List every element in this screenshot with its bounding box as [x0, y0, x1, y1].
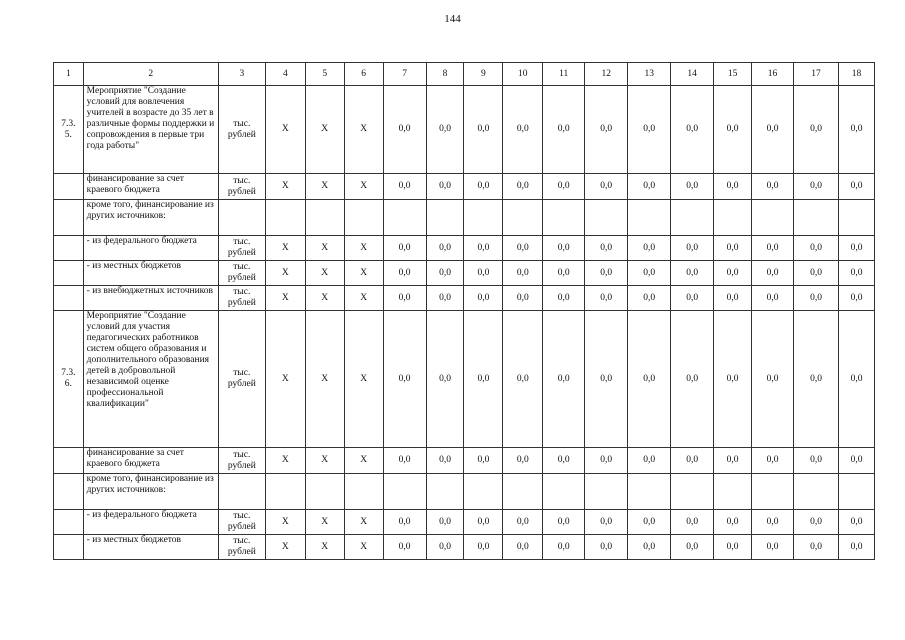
value-cell	[839, 474, 875, 510]
mark-cell	[265, 474, 305, 510]
unit-cell	[218, 474, 265, 510]
value-cell: 0,0	[464, 286, 503, 311]
value-cell: 0,0	[503, 510, 543, 535]
value-cell: 0,0	[752, 286, 794, 311]
mark-cell: X	[344, 286, 383, 311]
value-cell: 0,0	[671, 236, 714, 261]
mark-cell	[344, 474, 383, 510]
unit-cell: тыс. рублей	[218, 86, 265, 174]
table-row	[54, 261, 875, 286]
header-cell: 16	[752, 63, 794, 86]
value-cell: 0,0	[464, 448, 503, 474]
item-name-cell: кроме того, финансирование из других источников:	[83, 200, 218, 236]
value-cell: 0,0	[426, 236, 464, 261]
table-row	[54, 448, 875, 474]
table-row	[54, 236, 875, 261]
value-cell: 0,0	[628, 286, 671, 311]
value-cell: 0,0	[714, 261, 752, 286]
value-cell	[383, 200, 426, 236]
value-cell: 0,0	[426, 311, 464, 448]
item-name-cell: - из местных бюджетов	[83, 535, 218, 560]
header-cell: 6	[344, 63, 383, 86]
value-cell	[543, 474, 585, 510]
item-name-cell: - из федерального бюджета	[83, 236, 218, 261]
value-cell: 0,0	[752, 535, 794, 560]
value-cell: 0,0	[794, 286, 839, 311]
page-number: 144	[444, 13, 461, 25]
value-cell: 0,0	[543, 286, 585, 311]
value-cell: 0,0	[503, 448, 543, 474]
mark-cell: X	[305, 311, 344, 448]
value-cell: 0,0	[714, 174, 752, 200]
value-cell	[426, 474, 464, 510]
header-cell: 2	[83, 63, 218, 86]
value-cell: 0,0	[383, 510, 426, 535]
value-cell: 0,0	[628, 174, 671, 200]
value-cell: 0,0	[426, 510, 464, 535]
value-cell: 0,0	[464, 510, 503, 535]
value-cell: 0,0	[464, 236, 503, 261]
value-cell	[426, 200, 464, 236]
value-cell	[752, 200, 794, 236]
unit-cell: тыс. рублей	[218, 286, 265, 311]
header-cell: 9	[464, 63, 503, 86]
value-cell: 0,0	[585, 311, 628, 448]
mark-cell: X	[344, 261, 383, 286]
value-cell	[752, 474, 794, 510]
item-name-cell: Мероприятие "Создание условий для участия педагогических работников систем общего образования и дополнительного образования детей в добровольной независимой оценке профессиональной квалификации"	[83, 311, 218, 448]
value-cell	[464, 474, 503, 510]
mark-cell: X	[344, 311, 383, 448]
value-cell: 0,0	[714, 535, 752, 560]
value-cell: 0,0	[383, 286, 426, 311]
unit-cell: тыс. рублей	[218, 174, 265, 200]
value-cell: 0,0	[794, 174, 839, 200]
header-cell: 7	[383, 63, 426, 86]
unit-cell: тыс. рублей	[218, 261, 265, 286]
value-cell	[383, 474, 426, 510]
mark-cell: X	[305, 448, 344, 474]
value-cell: 0,0	[752, 236, 794, 261]
table-row	[54, 86, 875, 174]
value-cell: 0,0	[383, 261, 426, 286]
value-cell: 0,0	[543, 535, 585, 560]
value-cell: 0,0	[383, 86, 426, 174]
value-cell: 0,0	[585, 261, 628, 286]
mark-cell: X	[305, 236, 344, 261]
item-name-cell: Мероприятие "Создание условий для вовлечения учителей в возрасте до 35 лет в различные формы поддержки и сопровождения в первые три года работы"	[83, 86, 218, 174]
value-cell	[628, 474, 671, 510]
value-cell: 0,0	[543, 236, 585, 261]
value-cell: 0,0	[383, 174, 426, 200]
value-cell: 0,0	[628, 448, 671, 474]
value-cell: 0,0	[383, 311, 426, 448]
value-cell: 0,0	[585, 174, 628, 200]
value-cell: 0,0	[503, 236, 543, 261]
value-cell: 0,0	[585, 86, 628, 174]
value-cell: 0,0	[543, 311, 585, 448]
header-cell: 14	[671, 63, 714, 86]
item-number-cell	[54, 510, 84, 535]
value-cell: 0,0	[503, 261, 543, 286]
value-cell: 0,0	[503, 311, 543, 448]
mark-cell: X	[305, 510, 344, 535]
mark-cell: X	[344, 510, 383, 535]
value-cell	[543, 200, 585, 236]
value-cell: 0,0	[628, 261, 671, 286]
mark-cell: X	[265, 448, 305, 474]
value-cell: 0,0	[794, 311, 839, 448]
value-cell: 0,0	[464, 174, 503, 200]
unit-cell	[218, 200, 265, 236]
value-cell: 0,0	[585, 236, 628, 261]
value-cell: 0,0	[839, 261, 875, 286]
item-number-cell	[54, 535, 84, 560]
value-cell: 0,0	[671, 261, 714, 286]
header-cell: 1	[54, 63, 84, 86]
header-cell: 18	[839, 63, 875, 86]
value-cell	[794, 474, 839, 510]
mark-cell: X	[265, 535, 305, 560]
value-cell: 0,0	[426, 86, 464, 174]
value-cell: 0,0	[671, 510, 714, 535]
value-cell: 0,0	[585, 286, 628, 311]
item-name-cell: - из федерального бюджета	[83, 510, 218, 535]
header-cell: 12	[585, 63, 628, 86]
value-cell	[671, 200, 714, 236]
table-row	[54, 510, 875, 535]
item-number-cell: 7.3. 6.	[54, 311, 84, 448]
item-name-cell: - из местных бюджетов	[83, 261, 218, 286]
item-number-cell	[54, 261, 84, 286]
value-cell: 0,0	[794, 261, 839, 286]
value-cell: 0,0	[794, 535, 839, 560]
value-cell: 0,0	[671, 448, 714, 474]
item-name-cell: кроме того, финансирование из других источников:	[83, 474, 218, 510]
value-cell	[503, 200, 543, 236]
value-cell: 0,0	[671, 174, 714, 200]
value-cell: 0,0	[752, 510, 794, 535]
value-cell	[714, 474, 752, 510]
table-body	[54, 63, 875, 560]
value-cell: 0,0	[426, 286, 464, 311]
item-number-cell	[54, 200, 84, 236]
header-cell: 11	[543, 63, 585, 86]
value-cell: 0,0	[503, 174, 543, 200]
table-row	[54, 174, 875, 200]
value-cell: 0,0	[585, 448, 628, 474]
value-cell: 0,0	[543, 86, 585, 174]
value-cell: 0,0	[383, 535, 426, 560]
unit-cell: тыс. рублей	[218, 448, 265, 474]
mark-cell: X	[265, 86, 305, 174]
mark-cell: X	[265, 510, 305, 535]
mark-cell: X	[344, 86, 383, 174]
value-cell: 0,0	[839, 86, 875, 174]
header-cell: 5	[305, 63, 344, 86]
value-cell: 0,0	[628, 311, 671, 448]
unit-cell: тыс. рублей	[218, 311, 265, 448]
unit-cell: тыс. рублей	[218, 236, 265, 261]
header-cell: 17	[794, 63, 839, 86]
value-cell: 0,0	[794, 510, 839, 535]
value-cell: 0,0	[671, 311, 714, 448]
value-cell	[839, 200, 875, 236]
table-row	[54, 200, 875, 236]
mark-cell: X	[305, 86, 344, 174]
value-cell: 0,0	[714, 286, 752, 311]
header-cell: 13	[628, 63, 671, 86]
value-cell	[794, 200, 839, 236]
value-cell: 0,0	[628, 535, 671, 560]
value-cell: 0,0	[671, 86, 714, 174]
value-cell: 0,0	[752, 261, 794, 286]
value-cell: 0,0	[752, 448, 794, 474]
mark-cell: X	[305, 535, 344, 560]
value-cell: 0,0	[383, 236, 426, 261]
item-name-cell: финансирование за счет краевого бюджета	[83, 448, 218, 474]
value-cell: 0,0	[839, 535, 875, 560]
value-cell	[464, 200, 503, 236]
value-cell	[714, 200, 752, 236]
item-number-cell	[54, 448, 84, 474]
value-cell	[671, 474, 714, 510]
mark-cell: X	[265, 236, 305, 261]
unit-cell: тыс. рублей	[218, 510, 265, 535]
mark-cell: X	[265, 174, 305, 200]
value-cell: 0,0	[426, 261, 464, 286]
value-cell: 0,0	[671, 535, 714, 560]
value-cell: 0,0	[628, 510, 671, 535]
value-cell: 0,0	[543, 261, 585, 286]
item-number-cell	[54, 474, 84, 510]
table-row	[54, 311, 875, 448]
value-cell: 0,0	[794, 86, 839, 174]
value-cell: 0,0	[839, 286, 875, 311]
mark-cell	[265, 200, 305, 236]
value-cell	[585, 474, 628, 510]
mark-cell	[305, 200, 344, 236]
budget-table	[53, 62, 875, 560]
mark-cell: X	[265, 261, 305, 286]
item-name-cell: - из внебюджетных источников	[83, 286, 218, 311]
mark-cell: X	[265, 311, 305, 448]
value-cell: 0,0	[714, 448, 752, 474]
value-cell: 0,0	[839, 174, 875, 200]
header-cell: 15	[714, 63, 752, 86]
mark-cell: X	[344, 448, 383, 474]
value-cell: 0,0	[426, 535, 464, 560]
header-cell: 4	[265, 63, 305, 86]
value-cell: 0,0	[503, 535, 543, 560]
item-number-cell	[54, 174, 84, 200]
value-cell: 0,0	[503, 286, 543, 311]
value-cell: 0,0	[714, 510, 752, 535]
mark-cell	[344, 200, 383, 236]
value-cell: 0,0	[426, 174, 464, 200]
value-cell: 0,0	[464, 86, 503, 174]
value-cell: 0,0	[426, 448, 464, 474]
value-cell: 0,0	[839, 311, 875, 448]
mark-cell: X	[305, 174, 344, 200]
value-cell: 0,0	[752, 86, 794, 174]
value-cell	[585, 200, 628, 236]
unit-cell: тыс. рублей	[218, 535, 265, 560]
value-cell: 0,0	[752, 311, 794, 448]
value-cell: 0,0	[794, 236, 839, 261]
value-cell: 0,0	[628, 236, 671, 261]
value-cell: 0,0	[464, 311, 503, 448]
mark-cell: X	[344, 236, 383, 261]
item-number-cell	[54, 236, 84, 261]
header-cell: 8	[426, 63, 464, 86]
value-cell: 0,0	[714, 236, 752, 261]
value-cell: 0,0	[714, 86, 752, 174]
table-row	[54, 474, 875, 510]
value-cell: 0,0	[585, 535, 628, 560]
value-cell: 0,0	[383, 448, 426, 474]
value-cell	[503, 474, 543, 510]
header-cell: 10	[503, 63, 543, 86]
value-cell: 0,0	[628, 86, 671, 174]
value-cell: 0,0	[464, 261, 503, 286]
mark-cell: X	[305, 286, 344, 311]
value-cell: 0,0	[671, 286, 714, 311]
value-cell: 0,0	[794, 448, 839, 474]
value-cell: 0,0	[543, 510, 585, 535]
header-cell: 3	[218, 63, 265, 86]
mark-cell: X	[305, 261, 344, 286]
value-cell: 0,0	[839, 236, 875, 261]
table-row	[54, 535, 875, 560]
value-cell: 0,0	[585, 510, 628, 535]
mark-cell	[305, 474, 344, 510]
value-cell: 0,0	[464, 535, 503, 560]
value-cell: 0,0	[543, 174, 585, 200]
value-cell: 0,0	[839, 448, 875, 474]
header-row	[54, 63, 875, 86]
value-cell: 0,0	[543, 448, 585, 474]
mark-cell: X	[344, 174, 383, 200]
item-number-cell: 7.3. 5.	[54, 86, 84, 174]
mark-cell: X	[265, 286, 305, 311]
value-cell: 0,0	[752, 174, 794, 200]
table-row	[54, 286, 875, 311]
item-name-cell: финансирование за счет краевого бюджета	[83, 174, 218, 200]
mark-cell: X	[344, 535, 383, 560]
value-cell: 0,0	[503, 86, 543, 174]
value-cell	[628, 200, 671, 236]
value-cell: 0,0	[839, 510, 875, 535]
value-cell: 0,0	[714, 311, 752, 448]
item-number-cell	[54, 286, 84, 311]
